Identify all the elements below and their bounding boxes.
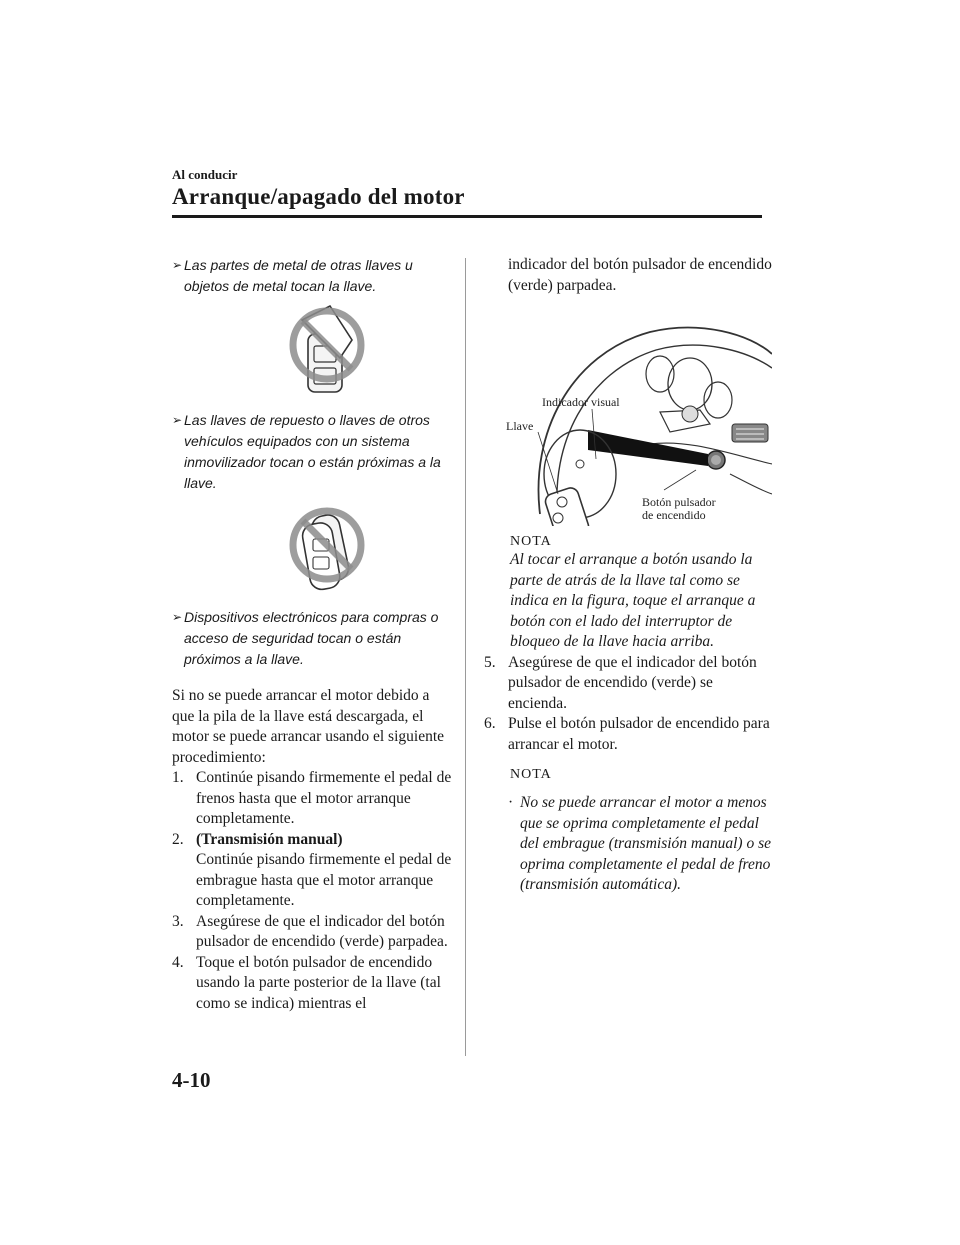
intro-paragraph: Si no se puede arrancar el motor debido a que la pila de la llave está descargada, el motor se puede arrancar usando el siguiente procedimiento: [172, 687, 445, 766]
note-bullet: · No se puede arrancar el motor a menos que se oprima completamente el pedal del embrague (transmisión manual) o se oprima completamente el pedal de freno (transmisión automática). [508, 794, 771, 893]
bullet-item: ➢ Las llaves de repuesto o llaves de otros vehículos equipados con un sistema inmovilizador tocan o están próximas a la llave. [172, 412, 441, 491]
bullet-item: ➢ Las partes de metal de otras llaves u objetos de metal tocan la llave. [172, 257, 413, 294]
arrow-bullet-icon: ➢ [172, 413, 183, 427]
note-title: NOTA [510, 767, 552, 782]
section-label: Al conducir [172, 167, 238, 182]
label-indicator: Indicador visual [542, 395, 620, 409]
step-1: 1. Continúe pisando firmemente el pedal de frenos hasta que el motor arranque completamente. [172, 769, 452, 827]
step-4-continuation: indicador del botón pulsador de encendido (verde) parpadea. [508, 256, 772, 294]
ignition-figure [500, 314, 772, 526]
spare-key-figure [172, 497, 452, 602]
step-heading: (Transmisión manual) [196, 830, 343, 848]
key-metal-figure [172, 300, 452, 405]
right-column [484, 255, 774, 896]
step-6: 6. Pulse el botón pulsador de encendido para arrancar el motor. [484, 715, 770, 753]
left-column [172, 255, 452, 1014]
title-rule [172, 215, 762, 218]
step-2: 2. (Transmisión manual) Continúe pisando firmemente el pedal de embrague hasta que el motor arranque completamente. [172, 830, 452, 909]
prohibited-keys-icon [282, 497, 372, 597]
step-3: 3. Asegúrese de que el indicador del botón pulsador de encendido (verde) parpadea. [172, 912, 448, 950]
bullet-item: ➢ Dispositivos electrónicos para compras o acceso de seguridad tocan o están próximos a la llave. [172, 609, 439, 667]
label-button-1: Botón pulsador [642, 495, 716, 509]
page-number: 4-10 [172, 1068, 211, 1092]
note-text: Al tocar el arranque a botón usando la parte de atrás de la llave tal como se indica en la figura, toque el arranque a botón con el lado del interruptor de bloqueo de la llave hacia arriba. [510, 551, 756, 650]
prohibited-key-icon [282, 300, 372, 400]
step-4: 4. Toque el botón pulsador de encendido usando la parte posterior de la llave (tal como se indica) mientras el [172, 953, 441, 1012]
dot-bullet-icon: · [508, 794, 514, 811]
column-divider [465, 258, 466, 1056]
label-key: Llave [506, 419, 534, 433]
dashboard-illustration [500, 314, 772, 526]
page-title: Arranque/apagado del motor [172, 184, 465, 209]
arrow-bullet-icon: ➢ [172, 610, 183, 624]
step-5: 5. Asegúrese de que el indicador del botón pulsador de encendido (verde) se encienda. [484, 653, 757, 712]
note-title: NOTA [510, 534, 552, 549]
arrow-bullet-icon: ➢ [172, 258, 183, 272]
label-button-2: de encendido [642, 508, 706, 522]
